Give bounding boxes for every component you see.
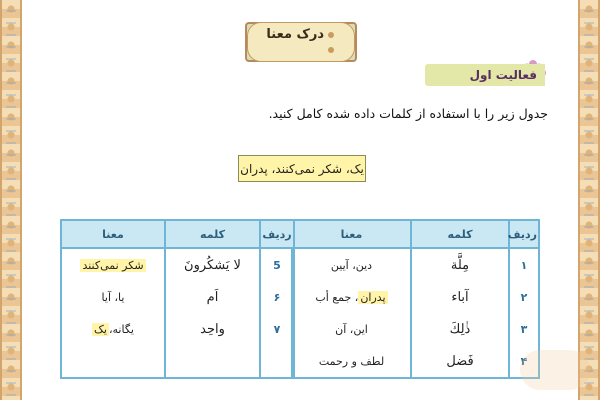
- row-number: ۴: [509, 345, 539, 378]
- table-header-row: [292, 220, 539, 248]
- row-number: ۱: [509, 248, 539, 281]
- table-row: [61, 313, 294, 345]
- meaning-text: این، آن: [335, 322, 368, 336]
- header-word: کلمه: [411, 220, 509, 248]
- section-banner: [245, 22, 357, 62]
- row-word: آباء: [411, 281, 509, 313]
- row-number: ۳: [509, 313, 539, 345]
- table-row: [292, 313, 539, 345]
- row-meaning: [292, 345, 411, 378]
- header-meaning: معنا: [61, 220, 165, 248]
- row-meaning: [61, 313, 165, 345]
- vocabulary-table-right: [291, 219, 540, 379]
- row-number: ۶: [260, 281, 294, 313]
- filled-answer: پدران: [360, 290, 386, 304]
- empty-cell: [260, 345, 294, 378]
- word-bank: یک، شکر نمی‌کنند، پدران: [238, 155, 366, 182]
- row-word: ذٰلِكَ: [411, 313, 509, 345]
- filled-answer: یک: [94, 322, 107, 336]
- row-word: اَم: [165, 281, 260, 313]
- row-word: واحِد: [165, 313, 260, 345]
- filled-answer: شکر نمی‌کنند: [82, 258, 144, 272]
- row-word: مِلَّة: [411, 248, 509, 281]
- header-row-number: ردیف: [509, 220, 539, 248]
- row-meaning: [292, 281, 411, 313]
- row-number: 5: [260, 248, 294, 281]
- row-meaning: [61, 248, 165, 281]
- table-row: [292, 248, 539, 281]
- meaning-text: لطف و رحمت: [318, 354, 385, 368]
- table-row-empty: [61, 345, 294, 378]
- row-meaning: [292, 248, 411, 281]
- row-word: لا یَشکُرونَ: [165, 248, 260, 281]
- row-meaning: [61, 281, 165, 313]
- meaning-text: یگانه،: [108, 322, 134, 336]
- empty-cell: [61, 345, 165, 378]
- row-meaning: [292, 313, 411, 345]
- activity-text: فعالیت اول: [469, 68, 537, 82]
- row-number: ۷: [260, 313, 294, 345]
- meaning-text: یا، آیا: [101, 290, 125, 304]
- left-decorative-border: [0, 0, 22, 400]
- row-word: فَضل: [411, 345, 509, 378]
- table-row: [61, 248, 294, 281]
- right-decorative-border: [578, 0, 600, 400]
- header-meaning: معنا: [292, 220, 411, 248]
- instruction-text: جدول زیر را با استفاده از کلمات داده شده کامل کنید.: [268, 106, 548, 121]
- empty-cell: [165, 345, 260, 378]
- vocabulary-table-left: [60, 219, 295, 379]
- table-row: [292, 345, 539, 378]
- meaning-text: دین، آیین: [330, 258, 373, 272]
- activity-label: [425, 64, 545, 86]
- section-title: درک معنا: [247, 22, 355, 62]
- row-number: ۲: [509, 281, 539, 313]
- header-row-number: ردیف: [260, 220, 294, 248]
- table-row: [292, 281, 539, 313]
- header-word: کلمه: [165, 220, 260, 248]
- table-row: [61, 281, 294, 313]
- table-header-row: [61, 220, 294, 248]
- watermark-logo: [520, 350, 590, 390]
- meaning-text: ، جمع أب: [315, 290, 359, 304]
